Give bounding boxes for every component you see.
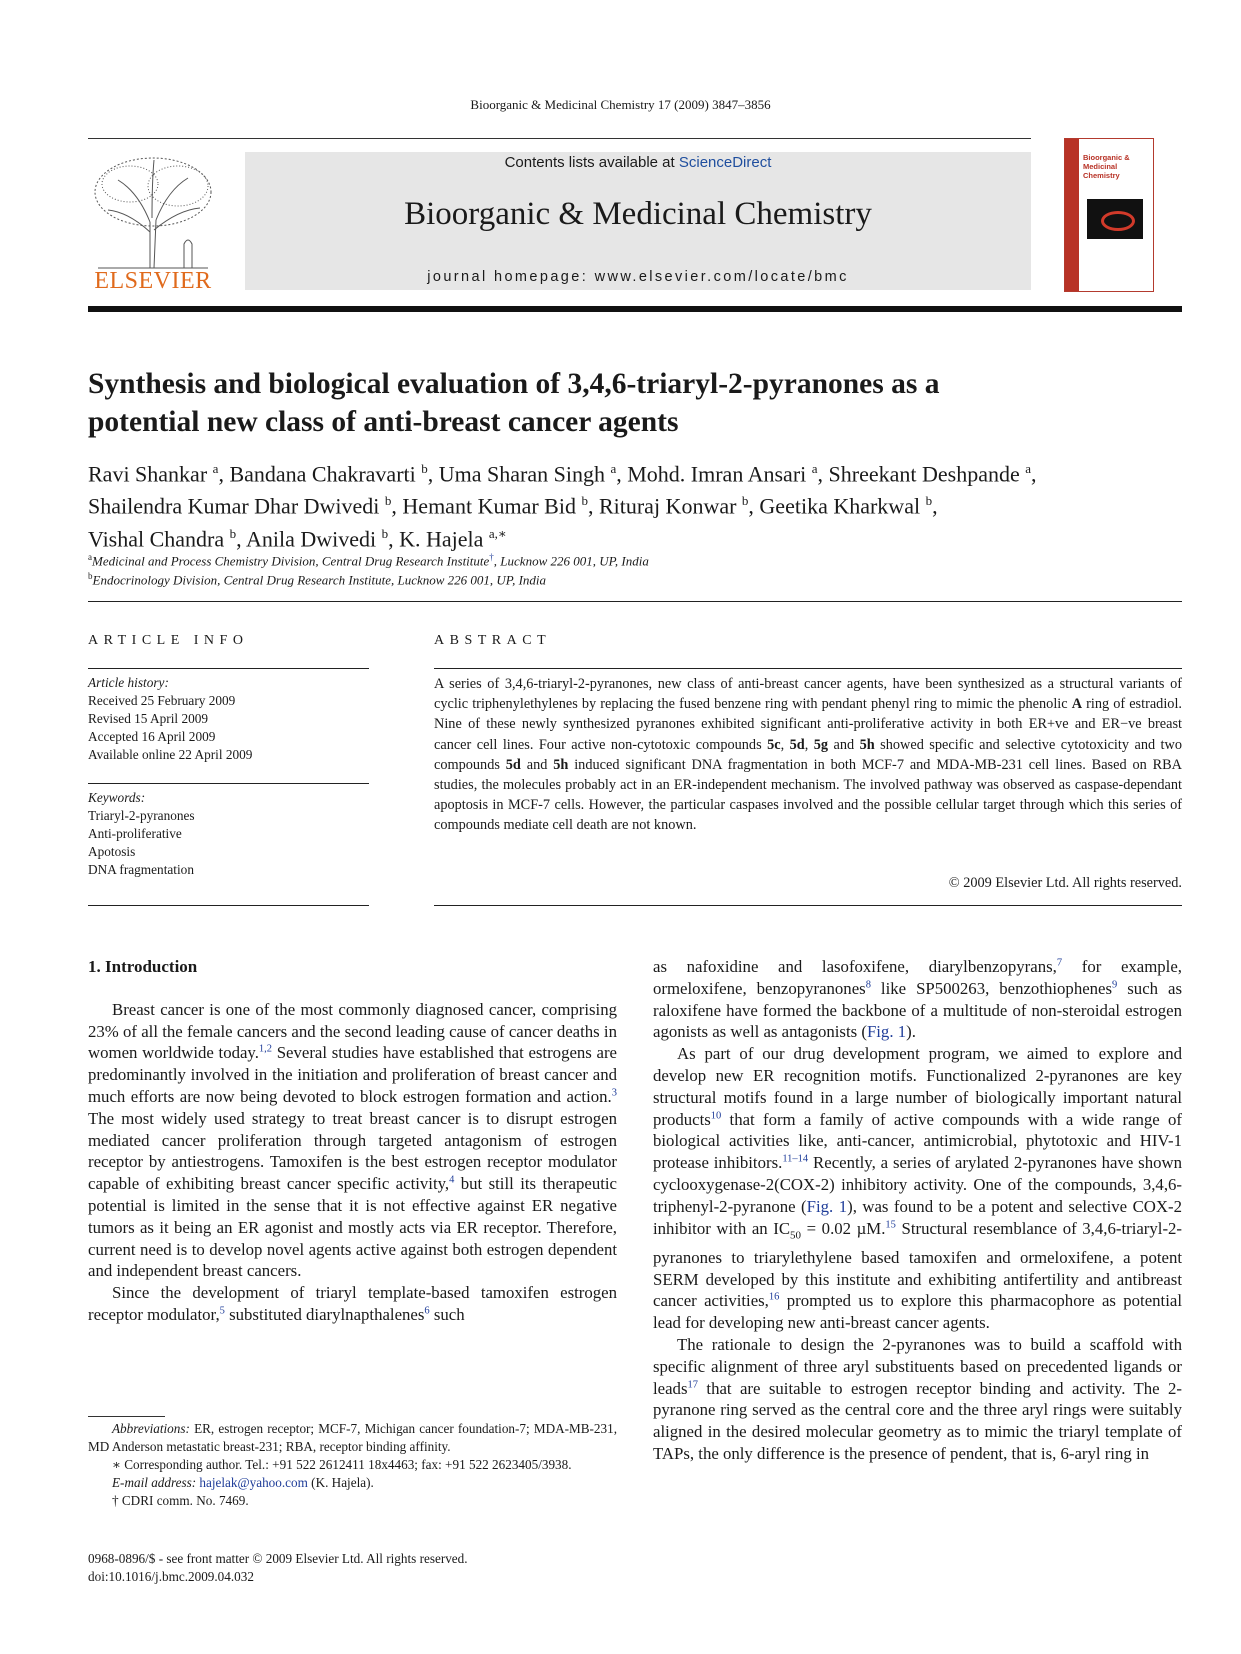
section-heading-introduction: 1. Introduction: [88, 957, 198, 976]
header-rule: [88, 138, 1031, 139]
abstract-text: A series of 3,4,6-triaryl-2-pyranones, new class of anti-breast cancer agents, have been synthesized as a structural variants of cyclic triphenylethylenes by replacing the fused benzene ring with pendant phenyl ring to mimic the phenolic A ring of estradiol. Nine of these newly synthesized pyranones exhibited significant anti-proliferative activity in both ER+ve and ER−ve breast cancer cell lines. Four active non-cytotoxic compounds 5c, 5d, 5g and 5h showed specific and selective cytotoxicity and two compounds 5d and 5h induced significant DNA fragmentation in both MCF-7 and MDA-MB-231 cell lines. Based on RBA studies, the molecules probably act in an ER-independent mechanism. The involved pathway was observed as caspase-dependant apoptosis in MCF-7 cells. However, the particular caspases involved and the possible cellular target through which this series of compounds mediate cell death are not known.: [434, 676, 1183, 834]
journal-name: Bioorganic & Medicinal Chemistry: [404, 196, 872, 232]
page-footer: [88, 1550, 648, 1586]
abstract-bottom-rule: [434, 905, 1182, 906]
affiliation-b: [88, 571, 1182, 588]
article-info-rule: [88, 668, 369, 669]
footnote-corresponding: ∗ Corresponding author. Tel.: +91 522 2612411 18x4463; fax: +91 522 2623405/3938.: [112, 1457, 572, 1472]
author-affiliation-mark: a,∗: [488, 525, 507, 541]
author-name: Uma Sharan Singh: [438, 461, 611, 487]
footnote-rule: [88, 1416, 165, 1417]
author-separator: ,: [218, 461, 230, 487]
author-name: Shailendra Kumar Dhar Dwivedi: [88, 493, 385, 519]
author-name: Anila Dwivedi: [245, 525, 382, 551]
abstract-rule: [434, 668, 1182, 669]
cover-strip: [1065, 139, 1079, 291]
author-name: Hemant Kumar Bid: [402, 493, 582, 519]
affiliation-a-mark: a: [88, 552, 92, 562]
author-name: Ravi Shankar: [88, 461, 213, 487]
title-line-1: Synthesis and biological evaluation of 3,4,6-triaryl-2-pyranones as a: [88, 368, 940, 400]
footnote-abbreviations: Abbreviations: ER, estrogen receptor; MCF-7, Michigan cancer foundation-7; MDA-MB-231, MD Anderson metastatic breast-231; RBA, receptor binding affinity.: [88, 1421, 617, 1454]
title-line-2: potential new class of anti-breast cancer agents: [88, 406, 679, 438]
affiliation-rule: [88, 601, 1182, 602]
authors-line-2: [88, 487, 1188, 519]
history-label: Article history:: [88, 675, 169, 690]
intro-paragraph: As part of our drug development program, we aimed to explore and develop new ER recognition motifs. Functionalized 2-pyranones are key structural motifs found in a large number of biologically important natural products$^{10}$ that form a family of active compounds with a wide range of biological activities like, anti-cancer, antimicrobial, phytotoxic and HIV-1 protease inhibitors.$^{11-14}$ Recently, a series of arylated 2-pyranones have shown cyclooxygenase-2(COX-2) inhibitory activity. One of the compounds, 3,4,6-triphenyl-2-pyranone (Fig. 1), was found to be a potent and selective COX-2 inhibitor with an $IC_{50} = 0.02$ µM.$^{15}$ Structural resemblance of 3,4,6-triaryl-2-pyranones to triarylethylene based tamoxifen and ormeloxifene, a potent SERM developed by this institute and exhibiting antifertility and antibreast cancer activities,$^{16}$ prompted us to explore this pharmacophore as potential lead for developing new anti-breast cancer agents.: [653, 1044, 1183, 1333]
article-history: [88, 674, 369, 764]
author-separator: ,: [748, 493, 760, 519]
author-name: Shreekant Deshpande: [828, 461, 1026, 487]
author-name: Mohd. Imran Ansari: [627, 461, 812, 487]
author-affiliation-mark: a: [811, 461, 818, 476]
author-name: K. Hajela: [399, 525, 489, 551]
affiliation-b-mark: b: [88, 571, 93, 581]
author-affiliation-mark: b: [384, 493, 392, 509]
figure-1-link[interactable]: Fig. 1: [866, 1022, 907, 1042]
keywords-rule: [88, 783, 369, 784]
history-accepted: Accepted 16 April 2009: [88, 729, 216, 744]
author-separator: ,: [388, 525, 400, 551]
journal-homepage[interactable]: journal homepage: www.elsevier.com/locate/bmc: [427, 269, 849, 285]
affiliation-a-dagger[interactable]: †: [489, 552, 494, 562]
intro-paragraph: The rationale to design the 2-pyranones was to build a scaffold with specific alignment of three aryl substituents based on precedented ligands or leads$^{17}$ that are suitable to estrogen receptor binding and activity. The 2-pyranone ring served as the central core and the three aryl rings were suitably aligned in the desired molecular geometry as to mimic the triaryl template of TAPs, the only difference is the presence of pendent, that is, 6-aryl ring in: [653, 1334, 1182, 1463]
intro-paragraph: Since the development of triaryl template-based tamoxifen estrogen receptor modulator,$^5$ substituted diarylnapthalenes$^6$ such: [88, 1283, 617, 1324]
author-affiliation-mark: b: [421, 461, 428, 476]
author-affiliation-mark: b: [229, 525, 237, 541]
abstract-label: ABSTRACT: [434, 633, 552, 648]
abstract-copyright: © 2009 Elsevier Ltd. All rights reserved.: [948, 875, 1182, 891]
author-separator: ,: [817, 461, 829, 487]
footnote-cdri: † CDRI comm. No. 7469.: [112, 1493, 249, 1508]
author-separator: ,: [616, 461, 628, 487]
footnote-email: E-mail address: hajelak@yahoo.com (K. Hajela).: [112, 1475, 374, 1490]
author-affiliation-mark: a: [610, 461, 617, 476]
keywords: [88, 789, 369, 879]
footnotes: [88, 1420, 617, 1510]
authors-line-1: [88, 455, 1188, 487]
contents-line: [245, 152, 1031, 171]
author-separator: ,: [236, 525, 246, 551]
intro-left-column: [88, 956, 617, 1326]
history-revised: Revised 15 April 2009: [88, 711, 209, 726]
author-separator: ,: [427, 461, 439, 487]
author-name: Bandana Chakravarti: [229, 461, 422, 487]
keyword-item: Apotosis: [88, 844, 136, 859]
journal-cover-image: [1064, 138, 1154, 292]
authors-line-3: [88, 520, 1188, 552]
article-info-bottom-rule: [88, 905, 369, 906]
author-separator: ,: [391, 493, 403, 519]
author-separator: ,: [1031, 461, 1037, 487]
intro-paragraph: Breast cancer is one of the most commonly diagnosed cancer, comprising 23% of all the female cancers and the second leading cause of cancer deaths in women worldwide today.$^{1,2}$ Several studies have established that estrogens are predominantly involved in the initiation and proliferation of breast cancer and much efforts are now being devoted to block estrogen formation and action.$^3$ The most widely used strategy to treat breast cancer is to disrupt estrogen mediated cancer proliferation through targeted antagonism of estrogen receptor by antiestrogens. Tamoxifen is the best estrogen receptor modulator capable of exhibiting breast cancer specific activity,$^4$ but still its therapeutic potential is limited in the sense that it is not effective against ER negative tumors as it being an ER agonist and mostly acts via ER receptor. Therefore, current need is to develop novel agents active against both estrogen dependent and independent breast cancers.: [88, 999, 617, 1281]
author-name: Geetika Kharkwal: [759, 493, 926, 519]
sciencedirect-link[interactable]: ScienceDirect: [678, 154, 772, 171]
intro-right-column: [653, 956, 1182, 1465]
figure-1-link[interactable]: Fig. 1: [806, 1196, 848, 1216]
author-separator: ,: [932, 493, 938, 519]
author-name: Rituraj Konwar: [598, 493, 742, 519]
cover-title: Bioorganic & Medicinal Chemistry: [1083, 153, 1130, 180]
article-title: [88, 365, 1182, 441]
author-affiliation-mark: a: [212, 461, 219, 476]
keywords-label: Keywords:: [88, 790, 146, 805]
author-affiliation-mark: b: [581, 493, 588, 509]
article-info-label: ARTICLE INFO: [88, 633, 249, 648]
affiliation-a-text: Medicinal and Process Chemistry Division, Central Drug Research Institute: [92, 553, 490, 569]
cover-artwork: [1087, 199, 1143, 239]
journal-citation: Bioorganic & Medicinal Chemistry 17 (2009) 3847–3856: [470, 97, 771, 112]
author-list: [88, 455, 1188, 552]
contents-prefix: Contents lists available at: [504, 154, 679, 171]
author-affiliation-mark: b: [925, 493, 933, 509]
author-affiliation-mark: a: [1025, 461, 1032, 476]
email-link[interactable]: hajelak@yahoo.com: [199, 1475, 308, 1490]
issn-line: 0968-0896/$ - see front matter © 2009 Elsevier Ltd. All rights reserved.: [88, 1551, 468, 1566]
keyword-item: Triaryl-2-pyranones: [88, 808, 195, 823]
doi-line[interactable]: doi:10.1016/j.bmc.2009.04.032: [88, 1569, 254, 1584]
keyword-item: Anti-proliferative: [88, 826, 182, 841]
author-name: Vishal Chandra: [88, 525, 230, 551]
affiliation-a: [88, 552, 1182, 569]
keyword-item: DNA fragmentation: [88, 862, 194, 877]
history-received: Received 25 February 2009: [88, 693, 236, 708]
header-thick-rule: [88, 306, 1182, 312]
history-online: Available online 22 April 2009: [88, 747, 253, 762]
intro-paragraph: as nafoxidine and lasofoxifene, diarylbenzopyrans,$^7$ for example, ormeloxifene, benzopyranones$^8$ like SP500263, benzothiophenes$^9$ such as raloxifene have formed the backbone of a multitude of non-steroidal estrogen agonists as well as antagonists (Fig. 1).: [653, 957, 1183, 1042]
author-affiliation-mark: b: [741, 493, 749, 509]
author-affiliation-mark: b: [381, 525, 389, 541]
affiliation-a-tail: , Lucknow 226 001, UP, India: [493, 553, 649, 569]
author-separator: ,: [587, 493, 599, 519]
affiliation-b-text: Endocrinology Division, Central Drug Research Institute, Lucknow 226 001, UP, India: [92, 572, 547, 588]
elsevier-wordmark: ELSEVIER: [94, 268, 212, 294]
